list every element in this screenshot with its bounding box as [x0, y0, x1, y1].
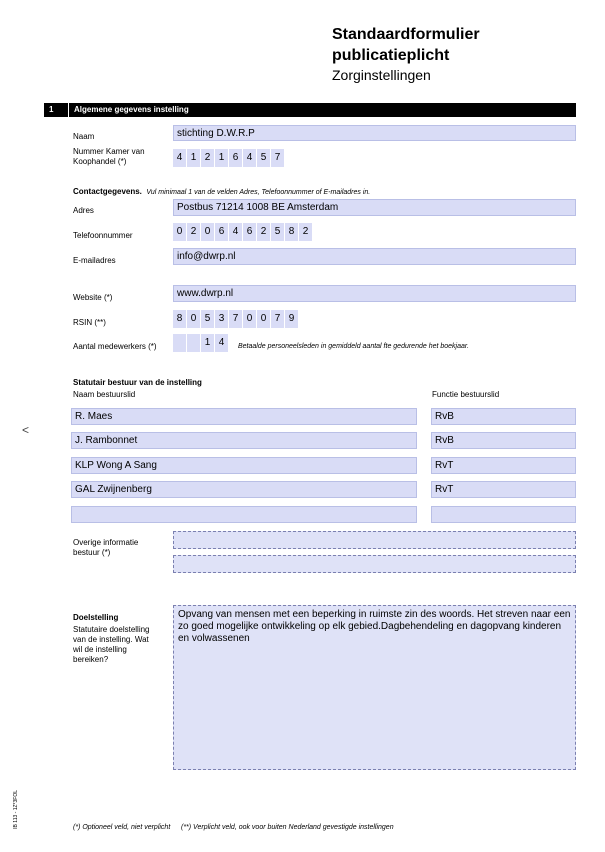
rsin-digit-5[interactable]: 7: [229, 310, 243, 328]
naam-field[interactable]: stichting D.W.R.P: [173, 125, 576, 141]
telefoon-field[interactable]: [173, 223, 313, 241]
form-title: Standaardformulier publicatieplicht: [332, 26, 480, 64]
medewerkers-label: Aantal medewerkers (*): [73, 342, 157, 351]
bestuur-functie-5[interactable]: [431, 506, 576, 523]
medewerkers-field[interactable]: [173, 334, 229, 352]
section-header: [44, 103, 576, 117]
bestuur-naam-5[interactable]: [71, 506, 417, 523]
footer-verplicht: (**) Verplicht veld, ook voor buiten Nederland gevestigde instellingen: [181, 824, 394, 831]
kvk-digit-4[interactable]: 1: [215, 149, 229, 167]
telefoon-digit-5[interactable]: 4: [229, 223, 243, 241]
telefoon-digit-7[interactable]: 2: [257, 223, 271, 241]
telefoon-digit-6[interactable]: 6: [243, 223, 257, 241]
form-code: IB 113 - 1Z*3FOL: [13, 790, 19, 829]
telefoon-label: Telefoonnummer: [73, 231, 133, 240]
medewerkers-digit-2[interactable]: [187, 334, 201, 352]
kvk-digit-2[interactable]: 1: [187, 149, 201, 167]
website-field[interactable]: www.dwrp.nl: [173, 285, 576, 302]
section-number: 1: [49, 105, 54, 114]
telefoon-digit-4[interactable]: 6: [215, 223, 229, 241]
bestuur-col-functie: Functie bestuurslid: [432, 390, 500, 399]
bestuur-naam-3[interactable]: KLP Wong A Sang: [71, 457, 417, 474]
rsin-digit-6[interactable]: 0: [243, 310, 257, 328]
doelstelling-heading: Doelstelling: [73, 613, 119, 622]
kvk-label: Nummer Kamer van Koophandel (*): [73, 147, 145, 166]
doelstelling-field[interactable]: Opvang van mensen met een beperking in ruimste zin des woords. Het streven naar een zo goed mogelijke ontwikkeling op elk gebied.Dagbehendeling en dagopvang kinderen en volwassenen: [173, 605, 576, 770]
medewerkers-digit-4[interactable]: 4: [215, 334, 229, 352]
chevron-left-icon: <: [22, 423, 30, 437]
email-label: E-mailadres: [73, 256, 116, 265]
bestuur-naam-2[interactable]: J. Rambonnet: [71, 432, 417, 449]
bestuur-functie-4[interactable]: RvT: [431, 481, 576, 498]
telefoon-digit-8[interactable]: 5: [271, 223, 285, 241]
rsin-field[interactable]: [173, 310, 299, 328]
bestuur-functie-1[interactable]: RvB: [431, 408, 576, 425]
adres-label: Adres: [73, 206, 94, 215]
email-field[interactable]: info@dwrp.nl: [173, 248, 576, 265]
contact-heading: Contactgegevens.: [73, 187, 142, 196]
kvk-digit-7[interactable]: 5: [257, 149, 271, 167]
telefoon-digit-9[interactable]: 8: [285, 223, 299, 241]
kvk-digit-1[interactable]: 4: [173, 149, 187, 167]
overige-field-2[interactable]: [173, 555, 576, 573]
telefoon-digit-10[interactable]: 2: [299, 223, 313, 241]
rsin-digit-7[interactable]: 0: [257, 310, 271, 328]
kvk-digit-6[interactable]: 4: [243, 149, 257, 167]
bestuur-functie-2[interactable]: RvB: [431, 432, 576, 449]
section-title: Algemene gegevens instelling: [74, 105, 189, 114]
telefoon-digit-2[interactable]: 2: [187, 223, 201, 241]
kvk-digit-3[interactable]: 2: [201, 149, 215, 167]
footer-optioneel: (*) Optioneel veld, niet verplicht: [73, 824, 171, 831]
rsin-digit-9[interactable]: 9: [285, 310, 299, 328]
rsin-digit-2[interactable]: 0: [187, 310, 201, 328]
contact-instructions: [73, 181, 553, 199]
bestuur-col-naam: Naam bestuurslid: [73, 390, 136, 399]
section-divider: [68, 103, 69, 117]
adres-field[interactable]: Postbus 71214 1008 BE Amsterdam: [173, 199, 576, 216]
telefoon-digit-3[interactable]: 0: [201, 223, 215, 241]
form-subtitle: Zorginstellingen: [332, 67, 431, 83]
contact-hint: Vul minimaal 1 van de velden Adres, Telefoonnummer of E-mailadres in.: [146, 189, 371, 196]
naam-label: Naam: [73, 132, 95, 141]
doelstelling-sub: Statutaire doelstelling van de instelling. Wat wil de instelling bereiken?: [73, 625, 150, 664]
overige-field-1[interactable]: [173, 531, 576, 549]
website-label: Website (*): [73, 293, 113, 302]
medewerkers-hint: Betaalde personeelsleden in gemiddeld aantal fte gedurende het boekjaar.: [238, 343, 469, 350]
bestuur-naam-4[interactable]: GAL Zwijnenberg: [71, 481, 417, 498]
kvk-digit-5[interactable]: 6: [229, 149, 243, 167]
rsin-label: RSIN (**): [73, 318, 106, 327]
kvk-field[interactable]: [173, 149, 285, 167]
overige-label: Overige informatie bestuur (*): [73, 538, 139, 557]
rsin-digit-3[interactable]: 5: [201, 310, 215, 328]
medewerkers-digit-3[interactable]: 1: [201, 334, 215, 352]
rsin-digit-4[interactable]: 3: [215, 310, 229, 328]
bestuur-functie-3[interactable]: RvT: [431, 457, 576, 474]
telefoon-digit-1[interactable]: 0: [173, 223, 187, 241]
rsin-digit-1[interactable]: 8: [173, 310, 187, 328]
bestuur-heading: Statutair bestuur van de instelling: [73, 378, 202, 387]
medewerkers-digit-1[interactable]: [173, 334, 187, 352]
rsin-digit-8[interactable]: 7: [271, 310, 285, 328]
kvk-digit-8[interactable]: 7: [271, 149, 285, 167]
bestuur-naam-1[interactable]: R. Maes: [71, 408, 417, 425]
